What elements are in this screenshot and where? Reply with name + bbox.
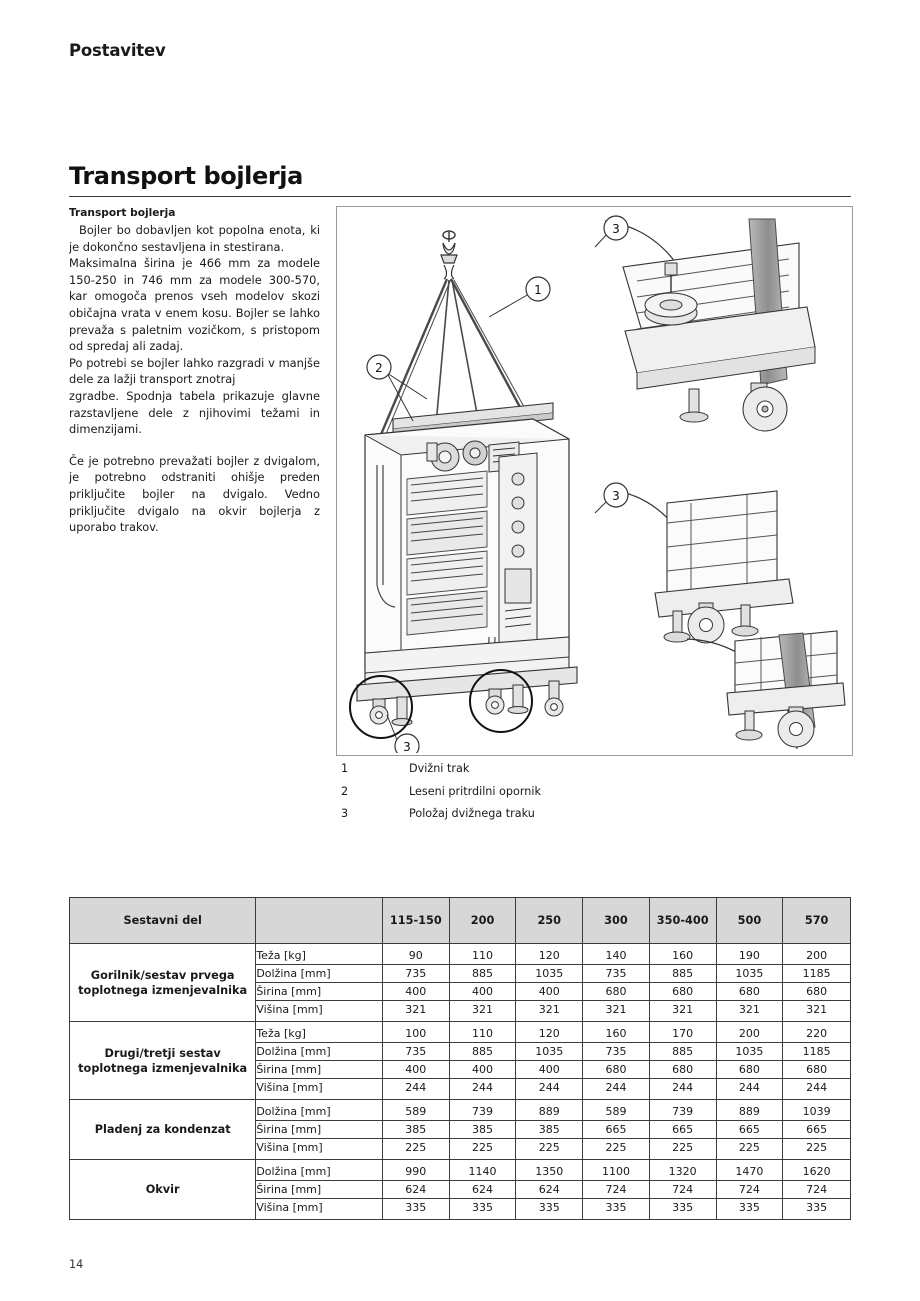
dimension-label: Dolžina [mm] [256,1160,383,1181]
cell-value: 739 [649,1100,716,1121]
table-row [70,1022,851,1043]
cell-value: 990 [382,1160,449,1181]
cell-value: 120 [516,944,583,965]
dimension-label: Dolžina [mm] [256,965,383,983]
cell-value: 680 [649,983,716,1001]
cell-value: 100 [382,1022,449,1043]
cell-value: 680 [649,1061,716,1079]
cell-value: 724 [583,1181,650,1199]
cell-value: 335 [449,1199,516,1220]
cell-value: 244 [716,1079,783,1100]
cell-value: 321 [382,1001,449,1022]
header-model-200: 200 [449,898,516,944]
cell-value: 680 [583,1061,650,1079]
svg-text:2: 2 [375,361,383,375]
cell-value: 400 [382,983,449,1001]
dimension-label: Dolžina [mm] [256,1043,383,1061]
legend-number: 1 [341,762,349,775]
cell-value: 724 [649,1181,716,1199]
cell-value: 220 [783,1022,851,1043]
cell-value: 385 [516,1121,583,1139]
cell-value: 680 [583,983,650,1001]
dimension-label: Teža [kg] [256,1022,383,1043]
legend-label: Leseni pritrdilni opornik [409,784,541,798]
cell-value: 1035 [516,965,583,983]
cell-value: 335 [716,1199,783,1220]
dimension-label: Širina [mm] [256,1061,383,1079]
cell-value: 589 [583,1100,650,1121]
cell-value: 1185 [783,965,851,983]
dimension-label: Višina [mm] [256,1199,383,1220]
body-paragraph-5: Če je potrebno prevažati bojler z dvigalom, je potrebno odstraniti ohišje preden priključite bojler na dvigalo. Vedno priključite dvigalo na okvir bojlerja z uporabo trakov. [69,453,320,535]
cell-value: 624 [382,1181,449,1199]
cell-value: 735 [583,965,650,983]
cell-value: 321 [783,1001,851,1022]
table-header-row [70,898,851,944]
cell-value: 400 [449,1061,516,1079]
cell-value: 1350 [516,1160,583,1181]
cell-value: 225 [449,1139,516,1160]
header-dimension-blank [256,898,383,944]
cell-value: 624 [449,1181,516,1199]
dimension-label: Širina [mm] [256,1121,383,1139]
group-name-burner: Gorilnik/sestav prvega toplotnega izmenjevalnika [70,944,256,1022]
body-paragraph-2: Maksimalna širina je 466 mm za modele 150-250 in 746 mm za modele 300-570, kar omogoča prenos vseh modelov skozi običajna vrata v enem kosu. Bojler se lahko prevaža s paletnim vozičkom, s pristopom od spredaj ali zadaj. [69,256,320,354]
cell-value: 190 [716,944,783,965]
svg-text:3: 3 [612,222,620,236]
cell-value: 1039 [783,1100,851,1121]
cell-value: 321 [583,1001,650,1022]
cell-value: 735 [382,965,449,983]
group-name-second-third-hx: Drugi/tretji sestav toplotnega izmenjevalnika [70,1022,256,1100]
cell-value: 110 [449,944,516,965]
cell-value: 680 [783,1061,851,1079]
cell-value: 1140 [449,1160,516,1181]
cell-value: 1470 [716,1160,783,1181]
cell-value: 1035 [516,1043,583,1061]
cell-value: 885 [449,965,516,983]
group-name-frame: Okvir [70,1160,256,1220]
cell-value: 385 [382,1121,449,1139]
legend-item [341,762,851,785]
header-model-250: 250 [516,898,583,944]
cell-value: 321 [449,1001,516,1022]
body-paragraph-1: Bojler bo dobavljen kot popolna enota, ki je dokončno sestavljena in stestirana. [69,223,320,254]
svg-text:3: 3 [612,489,620,503]
body-subtitle: Transport bojlerja [69,207,176,219]
cell-value: 724 [783,1181,851,1199]
cell-value: 1035 [716,965,783,983]
transport-illustration-svg [337,207,850,753]
body-text-column [69,206,320,536]
dimension-label: Teža [kg] [256,944,383,965]
cell-value: 110 [449,1022,516,1043]
dimension-label: Dolžina [mm] [256,1100,383,1121]
cell-value: 244 [382,1079,449,1100]
cell-value: 680 [783,983,851,1001]
cell-value: 589 [382,1100,449,1121]
dimension-label: Višina [mm] [256,1139,383,1160]
cell-value: 400 [516,1061,583,1079]
cell-value: 680 [716,983,783,1001]
cell-value: 225 [516,1139,583,1160]
cell-value: 120 [516,1022,583,1043]
cell-value: 735 [583,1043,650,1061]
table-row [70,944,851,965]
cell-value: 160 [649,944,716,965]
cell-value: 400 [449,983,516,1001]
cell-value: 889 [716,1100,783,1121]
cell-value: 624 [516,1181,583,1199]
cell-value: 244 [449,1079,516,1100]
header-part: Sestavni del [70,898,256,944]
header-model-115-150: 115-150 [382,898,449,944]
cell-value: 225 [382,1139,449,1160]
cell-value: 225 [649,1139,716,1160]
svg-text:1: 1 [534,283,542,297]
cell-value: 225 [583,1139,650,1160]
cell-value: 244 [516,1079,583,1100]
dimension-label: Višina [mm] [256,1001,383,1022]
cell-value: 225 [716,1139,783,1160]
cell-value: 335 [649,1199,716,1220]
cell-value: 665 [649,1121,716,1139]
cell-value: 400 [382,1061,449,1079]
group-name-condensate-tray: Pladenj za kondenzat [70,1100,256,1160]
dimension-label: Širina [mm] [256,1181,383,1199]
figure-legend [341,762,851,830]
table-row [70,1160,851,1181]
cell-value: 335 [516,1199,583,1220]
running-head: Postavitev [69,41,166,60]
specification-table [69,897,851,1220]
cell-value: 1100 [583,1160,650,1181]
body-paragraph-3: Po potrebi se bojler lahko razgradi v manjše dele za lažji transport znotraj [69,355,320,387]
cell-value: 140 [583,944,650,965]
cell-value: 885 [449,1043,516,1061]
paragraph-spacer [69,438,320,453]
legend-label: Položaj dvižnega traku [409,807,535,820]
cell-value: 665 [716,1121,783,1139]
transport-illustration [336,206,853,756]
cell-value: 680 [716,1061,783,1079]
cell-value: 321 [716,1001,783,1022]
cell-value: 244 [649,1079,716,1100]
cell-value: 400 [516,983,583,1001]
legend-number: 2 [341,784,349,798]
dimension-label: Višina [mm] [256,1079,383,1100]
cell-value: 1035 [716,1043,783,1061]
cell-value: 724 [716,1181,783,1199]
page-number: 14 [69,1258,84,1271]
table-row [70,1100,851,1121]
body-paragraph-4: zgradbe. Spodnja tabela prikazuje glavne razstavljene dele z njihovimi težami in dimenzijami. [69,388,320,437]
legend-label: Dvižni trak [409,762,470,775]
cell-value: 170 [649,1022,716,1043]
cell-value: 90 [382,944,449,965]
cell-value: 335 [382,1199,449,1220]
cell-value: 225 [783,1139,851,1160]
cell-value: 889 [516,1100,583,1121]
cell-value: 244 [583,1079,650,1100]
cell-value: 1185 [783,1043,851,1061]
legend-number: 3 [341,807,349,820]
cell-value: 335 [583,1199,650,1220]
header-model-300: 300 [583,898,650,944]
cell-value: 335 [783,1199,851,1220]
cell-value: 200 [716,1022,783,1043]
legend-item [341,807,851,830]
svg-text:3: 3 [403,740,411,753]
cell-value: 1620 [783,1160,851,1181]
cell-value: 244 [783,1079,851,1100]
cell-value: 885 [649,965,716,983]
cell-value: 321 [516,1001,583,1022]
header-model-570: 570 [783,898,851,944]
cell-value: 200 [783,944,851,965]
cell-value: 385 [449,1121,516,1139]
cell-value: 739 [449,1100,516,1121]
cell-value: 160 [583,1022,650,1043]
cell-value: 665 [783,1121,851,1139]
cell-value: 1320 [649,1160,716,1181]
cell-value: 885 [649,1043,716,1061]
cell-value: 321 [649,1001,716,1022]
header-model-500: 500 [716,898,783,944]
dimension-label: Širina [mm] [256,983,383,1001]
cell-value: 665 [583,1121,650,1139]
page-title: Transport bojlerja [69,162,303,190]
cell-value: 735 [382,1043,449,1061]
legend-item [341,785,851,808]
header-model-350-400: 350-400 [649,898,716,944]
title-divider [69,196,851,197]
